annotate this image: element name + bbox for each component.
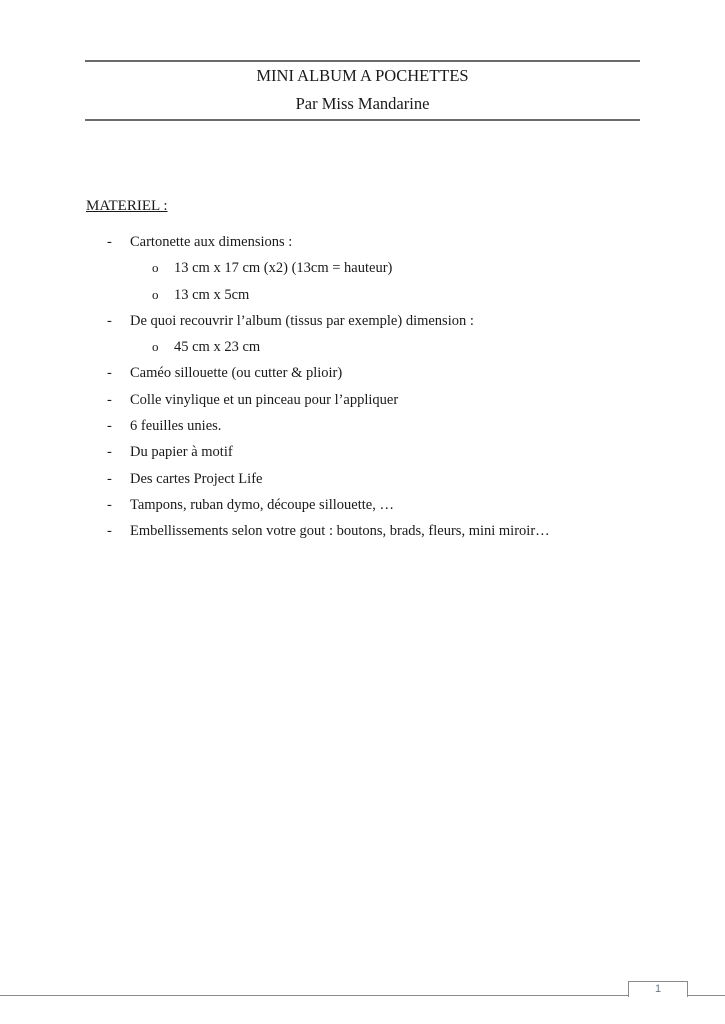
header-bottom-rule <box>85 119 640 121</box>
list-item-text: Du papier à motif <box>130 444 233 461</box>
circle-bullet: o <box>152 286 159 302</box>
list-item-text: 6 feuilles unies. <box>130 418 222 435</box>
document-subtitle: Par Miss Mandarine <box>295 94 430 113</box>
list-item <box>0 415 725 441</box>
list-item-text: 13 cm x 5cm <box>174 286 250 303</box>
dash-bullet: - <box>107 365 112 382</box>
list-item <box>0 257 725 283</box>
header-top-rule <box>85 60 640 62</box>
list-item <box>0 441 725 467</box>
list-item-text: Des cartes Project Life <box>130 470 263 487</box>
list-item <box>0 310 725 336</box>
list-item <box>0 520 725 546</box>
circle-bullet: o <box>152 339 159 355</box>
footer-rule-right <box>687 995 725 996</box>
dash-bullet: - <box>107 523 112 540</box>
list-item-text: Embellissements selon votre gout : boutons, brads, fleurs, mini miroir… <box>130 523 550 540</box>
list-item-text: Cartonette aux dimensions : <box>130 234 293 250</box>
list-item <box>0 362 725 388</box>
dash-bullet: - <box>107 418 112 435</box>
list-item <box>0 231 725 257</box>
circle-bullet: o <box>152 260 159 276</box>
list-item <box>0 468 725 494</box>
page-number: 1 <box>654 983 662 995</box>
list-item <box>0 389 725 415</box>
dash-bullet: - <box>107 470 112 487</box>
list-item-text: Colle vinylique et un pinceau pour l’appliquer <box>130 391 399 408</box>
list-item-text: Tampons, ruban dymo, découpe sillouette, … <box>130 496 394 513</box>
dash-bullet: - <box>107 444 112 461</box>
materials-list <box>0 231 725 547</box>
dash-bullet: - <box>107 496 112 513</box>
dash-bullet: - <box>107 312 112 329</box>
list-item-text: 13 cm x 17 cm (x2) (13cm = hauteur) <box>174 260 393 277</box>
dash-bullet: - <box>107 391 112 408</box>
list-item <box>0 284 725 310</box>
list-item-text: De quoi recouvrir l’album (tissus par exemple) dimension : <box>130 312 474 329</box>
list-item <box>0 494 725 520</box>
footer-rule <box>0 995 628 996</box>
materials-heading: MATERIEL : <box>86 198 168 214</box>
list-item-text: Caméo sillouette (ou cutter & plioir) <box>130 365 343 382</box>
list-item-text: 45 cm x 23 cm <box>174 339 261 356</box>
document-title: MINI ALBUM A POCHETTES <box>256 66 469 85</box>
dash-bullet: - <box>107 234 112 250</box>
list-item <box>0 336 725 362</box>
